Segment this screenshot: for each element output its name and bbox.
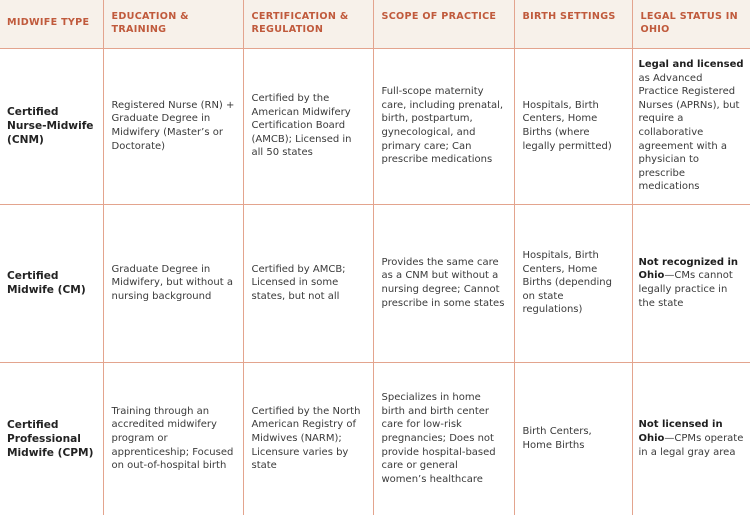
- legal-status-cell: [632, 362, 750, 515]
- certification-cell: Certified by the North American Registry of Midwives (NARM); Licensure varies by state: [243, 362, 373, 515]
- legal-status-cell: [632, 48, 750, 204]
- certification-cell: Certified by the American Midwifery Certification Board (AMCB); Licensed in all 50 states: [243, 48, 373, 204]
- header-midwife-type: MIDWIFE TYPE: [0, 0, 103, 48]
- header-scope: SCOPE OF PRACTICE: [373, 0, 514, 48]
- legal-status-detail: —CMs cannot legally practice in the state: [638, 270, 733, 309]
- table-row: [0, 204, 750, 362]
- birth-settings-cell: Hospitals, Birth Centers, Home Births (depending on state regulations): [514, 204, 632, 362]
- scope-cell: Provides the same care as a CNM but without a nursing degree; Cannot prescribe in some states: [373, 204, 514, 362]
- table-row: [0, 48, 750, 204]
- header-legal-status: LEGAL STATUS IN OHIO: [632, 0, 750, 48]
- header-birth-settings: BIRTH SETTINGS: [514, 0, 632, 48]
- scope-cell: Specializes in home birth and birth center care for low-risk pregnancies; Does not provide hospital-based care or general women’s healthcare: [373, 362, 514, 515]
- certification-cell: Certified by AMCB; Licensed in some states, but not all: [243, 204, 373, 362]
- legal-status-emphasis: Not recognized in Ohio: [638, 256, 739, 282]
- header-education: EDUCATION & TRAINING: [103, 0, 243, 48]
- table-header-row: [0, 0, 750, 48]
- legal-status-emphasis: Not licensed in Ohio: [638, 419, 723, 444]
- midwife-type-cell: Certified Professional Midwife (CPM): [0, 362, 103, 515]
- table-row: [0, 362, 750, 515]
- education-cell: Graduate Degree in Midwifery, but without a nursing background: [103, 204, 243, 362]
- legal-status-detail: —CPMs operate in a legal gray area: [638, 432, 744, 458]
- birth-settings-cell: Birth Centers, Home Births: [514, 362, 632, 515]
- midwife-type-cell: Certified Midwife (CM): [0, 204, 103, 362]
- legal-status-emphasis: Legal and licensed: [638, 59, 744, 71]
- birth-settings-cell: Hospitals, Birth Centers, Home Births (where legally permitted): [514, 48, 632, 204]
- header-certification: CERTIFICATION & REGULATION: [243, 0, 373, 48]
- legal-status-cell: [632, 204, 750, 362]
- education-cell: Training through an accredited midwifery program or apprenticeship; Focused on out-of-hospital birth: [103, 362, 243, 515]
- education-cell: Registered Nurse (RN) + Graduate Degree in Midwifery (Master’s or Doctorate): [103, 48, 243, 204]
- midwife-type-cell: Certified Nurse-Midwife (CNM): [0, 48, 103, 204]
- scope-cell: Full-scope maternity care, including prenatal, birth, postpartum, gynecological, and primary care; Can prescribe medications: [373, 48, 514, 204]
- legal-status-detail: as Advanced Practice Registered Nurses (APRNs), but require a collaborative agreement with a physician to prescribe medications: [638, 72, 740, 193]
